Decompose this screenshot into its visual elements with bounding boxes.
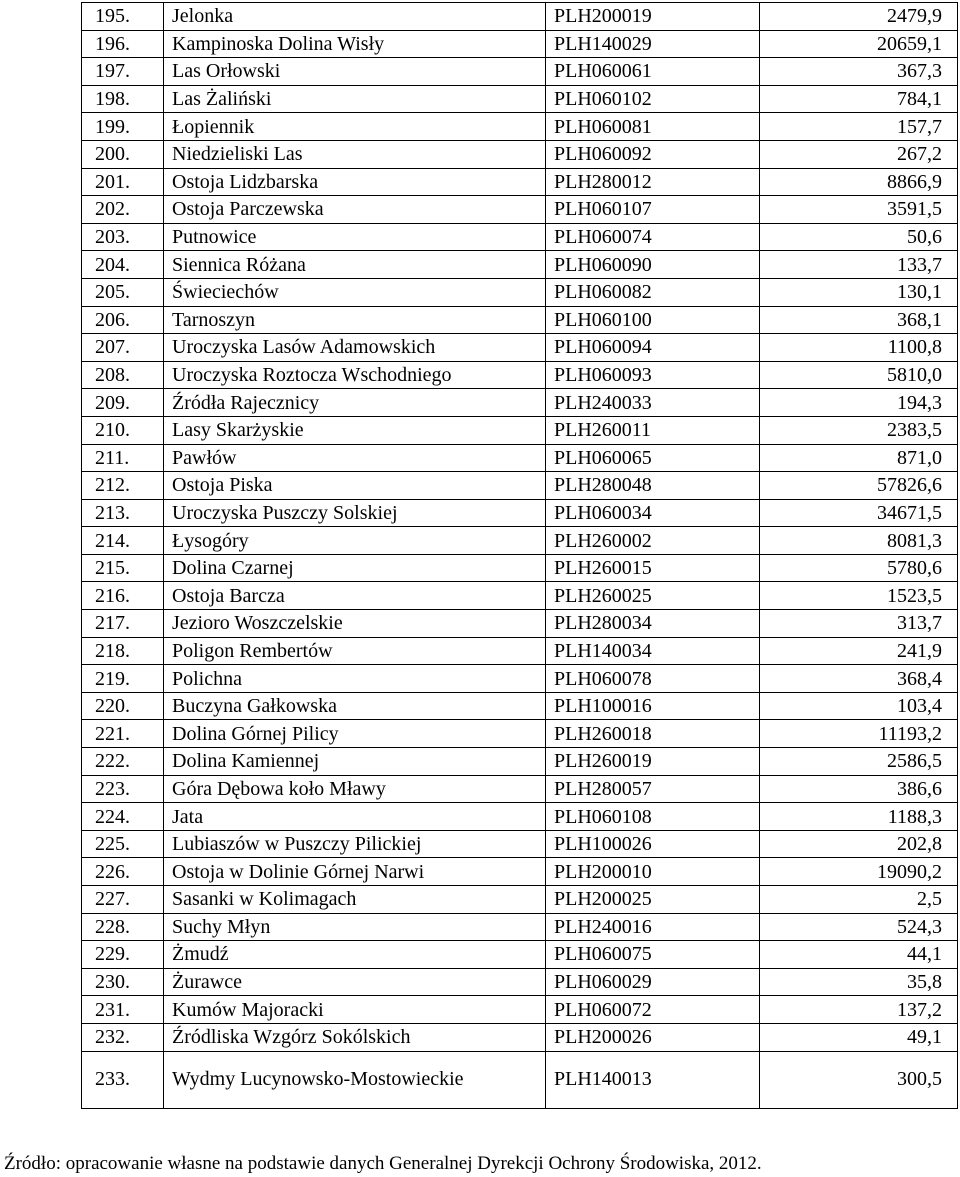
- site-code-cell: PLH060074: [546, 223, 760, 251]
- row-number-cell: 213.: [82, 499, 164, 527]
- site-code-cell: PLH260019: [546, 748, 760, 776]
- row-number-cell: 199.: [82, 113, 164, 141]
- natura-sites-table: [81, 2, 958, 1109]
- site-name-cell: Żmudź: [164, 941, 546, 969]
- table-row: [82, 416, 958, 444]
- site-name-cell: Źródła Rajecznicy: [164, 389, 546, 417]
- site-code-cell: PLH060072: [546, 996, 760, 1024]
- table-row: [82, 527, 958, 555]
- site-name-cell: Jata: [164, 803, 546, 831]
- site-area-cell: 5780,6: [760, 554, 958, 582]
- row-number-cell: 206.: [82, 306, 164, 334]
- site-name-cell: Ostoja w Dolinie Górnej Narwi: [164, 858, 546, 886]
- site-area-cell: 35,8: [760, 968, 958, 996]
- row-number-cell: 229.: [82, 941, 164, 969]
- site-code-cell: PLH260002: [546, 527, 760, 555]
- site-area-cell: 784,1: [760, 85, 958, 113]
- site-area-cell: 202,8: [760, 830, 958, 858]
- site-name-cell: Pawłów: [164, 444, 546, 472]
- site-code-cell: PLH280048: [546, 472, 760, 500]
- row-number-cell: 224.: [82, 803, 164, 831]
- table-row: [82, 3, 958, 31]
- table-row: [82, 1051, 958, 1108]
- table-row: [82, 251, 958, 279]
- table-row: [82, 830, 958, 858]
- site-code-cell: PLH060029: [546, 968, 760, 996]
- table-row: [82, 996, 958, 1024]
- site-code-cell: PLH060100: [546, 306, 760, 334]
- site-name-cell: Dolina Czarnej: [164, 554, 546, 582]
- site-code-cell: PLH060081: [546, 113, 760, 141]
- site-name-cell: Wydmy Lucynowsko-Mostowieckie: [164, 1051, 546, 1108]
- site-code-cell: PLH260011: [546, 416, 760, 444]
- site-code-cell: PLH100026: [546, 830, 760, 858]
- row-number-cell: 201.: [82, 168, 164, 196]
- row-number-cell: 231.: [82, 996, 164, 1024]
- site-code-cell: PLH060075: [546, 941, 760, 969]
- site-area-cell: 137,2: [760, 996, 958, 1024]
- table-row: [82, 58, 958, 86]
- row-number-cell: 218.: [82, 637, 164, 665]
- table-row: [82, 720, 958, 748]
- site-area-cell: 130,1: [760, 278, 958, 306]
- table-row: [82, 803, 958, 831]
- site-name-cell: Tarnoszyn: [164, 306, 546, 334]
- row-number-cell: 209.: [82, 389, 164, 417]
- table-row: [82, 140, 958, 168]
- table-body: [82, 3, 958, 1109]
- table-row: [82, 223, 958, 251]
- row-number-cell: 196.: [82, 30, 164, 58]
- table-row: [82, 278, 958, 306]
- site-area-cell: 524,3: [760, 913, 958, 941]
- row-number-cell: 226.: [82, 858, 164, 886]
- site-code-cell: PLH060107: [546, 196, 760, 224]
- site-area-cell: 20659,1: [760, 30, 958, 58]
- site-area-cell: 871,0: [760, 444, 958, 472]
- row-number-cell: 223.: [82, 775, 164, 803]
- site-code-cell: PLH200025: [546, 886, 760, 914]
- row-number-cell: 230.: [82, 968, 164, 996]
- site-name-cell: Lubiaszów w Puszczy Pilickiej: [164, 830, 546, 858]
- site-code-cell: PLH060034: [546, 499, 760, 527]
- site-name-cell: Jelonka: [164, 3, 546, 31]
- table-row: [82, 472, 958, 500]
- site-area-cell: 44,1: [760, 941, 958, 969]
- row-number-cell: 212.: [82, 472, 164, 500]
- site-name-cell: Góra Dębowa koło Mławy: [164, 775, 546, 803]
- site-name-cell: Niedzieliski Las: [164, 140, 546, 168]
- site-area-cell: 300,5: [760, 1051, 958, 1108]
- site-code-cell: PLH260018: [546, 720, 760, 748]
- site-name-cell: Sasanki w Kolimagach: [164, 886, 546, 914]
- site-name-cell: Ostoja Piska: [164, 472, 546, 500]
- site-code-cell: PLH280012: [546, 168, 760, 196]
- table-row: [82, 554, 958, 582]
- row-number-cell: 202.: [82, 196, 164, 224]
- site-area-cell: 11193,2: [760, 720, 958, 748]
- source-note: Źródło: opracowanie własne na podstawie danych Generalnej Dyrekcji Ochrony Środowiska, 2012.: [4, 1153, 762, 1174]
- site-code-cell: PLH060090: [546, 251, 760, 279]
- table-row: [82, 196, 958, 224]
- table-row: [82, 334, 958, 362]
- row-number-cell: 195.: [82, 3, 164, 31]
- row-number-cell: 203.: [82, 223, 164, 251]
- table-row: [82, 389, 958, 417]
- site-area-cell: 1523,5: [760, 582, 958, 610]
- site-name-cell: Ostoja Parczewska: [164, 196, 546, 224]
- table-row: [82, 306, 958, 334]
- site-code-cell: PLH200026: [546, 1023, 760, 1051]
- site-name-cell: Uroczyska Lasów Adamowskich: [164, 334, 546, 362]
- table-row: [82, 637, 958, 665]
- site-name-cell: Jezioro Woszczelskie: [164, 610, 546, 638]
- site-name-cell: Żurawce: [164, 968, 546, 996]
- site-name-cell: Ostoja Lidzbarska: [164, 168, 546, 196]
- site-area-cell: 103,4: [760, 692, 958, 720]
- table-row: [82, 968, 958, 996]
- site-name-cell: Kampinoska Dolina Wisły: [164, 30, 546, 58]
- table-row: [82, 748, 958, 776]
- table-row: [82, 499, 958, 527]
- site-area-cell: 1100,8: [760, 334, 958, 362]
- site-code-cell: PLH060082: [546, 278, 760, 306]
- site-name-cell: Siennica Różana: [164, 251, 546, 279]
- table-row: [82, 941, 958, 969]
- site-code-cell: PLH240016: [546, 913, 760, 941]
- row-number-cell: 219.: [82, 665, 164, 693]
- row-number-cell: 222.: [82, 748, 164, 776]
- site-area-cell: 386,6: [760, 775, 958, 803]
- site-area-cell: 1188,3: [760, 803, 958, 831]
- site-name-cell: Łopiennik: [164, 113, 546, 141]
- site-area-cell: 368,4: [760, 665, 958, 693]
- site-name-cell: Buczyna Gałkowska: [164, 692, 546, 720]
- site-code-cell: PLH060094: [546, 334, 760, 362]
- site-name-cell: Źródliska Wzgórz Sokólskich: [164, 1023, 546, 1051]
- row-number-cell: 205.: [82, 278, 164, 306]
- site-code-cell: PLH140034: [546, 637, 760, 665]
- site-code-cell: PLH200019: [546, 3, 760, 31]
- table-row: [82, 886, 958, 914]
- site-name-cell: Polichna: [164, 665, 546, 693]
- table-row: [82, 692, 958, 720]
- site-area-cell: 2383,5: [760, 416, 958, 444]
- site-area-cell: 133,7: [760, 251, 958, 279]
- row-number-cell: 204.: [82, 251, 164, 279]
- site-name-cell: Ostoja Barcza: [164, 582, 546, 610]
- site-code-cell: PLH100016: [546, 692, 760, 720]
- site-area-cell: 34671,5: [760, 499, 958, 527]
- site-name-cell: Łysogóry: [164, 527, 546, 555]
- site-code-cell: PLH060065: [546, 444, 760, 472]
- site-name-cell: Dolina Górnej Pilicy: [164, 720, 546, 748]
- site-area-cell: 313,7: [760, 610, 958, 638]
- row-number-cell: 221.: [82, 720, 164, 748]
- site-code-cell: PLH140013: [546, 1051, 760, 1108]
- site-code-cell: PLH060078: [546, 665, 760, 693]
- site-area-cell: 49,1: [760, 1023, 958, 1051]
- table-row: [82, 113, 958, 141]
- row-number-cell: 211.: [82, 444, 164, 472]
- site-area-cell: 3591,5: [760, 196, 958, 224]
- site-area-cell: 2479,9: [760, 3, 958, 31]
- table-row: [82, 168, 958, 196]
- site-name-cell: Suchy Młyn: [164, 913, 546, 941]
- row-number-cell: 217.: [82, 610, 164, 638]
- table-row: [82, 665, 958, 693]
- table-row: [82, 582, 958, 610]
- site-area-cell: 8081,3: [760, 527, 958, 555]
- site-area-cell: 157,7: [760, 113, 958, 141]
- site-name-cell: Świeciechów: [164, 278, 546, 306]
- site-code-cell: PLH140029: [546, 30, 760, 58]
- site-name-cell: Uroczyska Roztocza Wschodniego: [164, 361, 546, 389]
- site-code-cell: PLH060092: [546, 140, 760, 168]
- site-name-cell: Kumów Majoracki: [164, 996, 546, 1024]
- site-name-cell: Las Żaliński: [164, 85, 546, 113]
- row-number-cell: 208.: [82, 361, 164, 389]
- site-area-cell: 194,3: [760, 389, 958, 417]
- row-number-cell: 215.: [82, 554, 164, 582]
- row-number-cell: 197.: [82, 58, 164, 86]
- site-area-cell: 241,9: [760, 637, 958, 665]
- site-area-cell: 57826,6: [760, 472, 958, 500]
- site-area-cell: 368,1: [760, 306, 958, 334]
- site-name-cell: Putnowice: [164, 223, 546, 251]
- site-code-cell: PLH260015: [546, 554, 760, 582]
- site-code-cell: PLH060061: [546, 58, 760, 86]
- row-number-cell: 228.: [82, 913, 164, 941]
- table-row: [82, 30, 958, 58]
- site-code-cell: PLH280057: [546, 775, 760, 803]
- site-name-cell: Uroczyska Puszczy Solskiej: [164, 499, 546, 527]
- site-area-cell: 5810,0: [760, 361, 958, 389]
- site-code-cell: PLH280034: [546, 610, 760, 638]
- site-area-cell: 19090,2: [760, 858, 958, 886]
- table-row: [82, 444, 958, 472]
- site-name-cell: Poligon Rembertów: [164, 637, 546, 665]
- table-row: [82, 1023, 958, 1051]
- site-name-cell: Dolina Kamiennej: [164, 748, 546, 776]
- site-code-cell: PLH060102: [546, 85, 760, 113]
- site-code-cell: PLH240033: [546, 389, 760, 417]
- site-code-cell: PLH060108: [546, 803, 760, 831]
- site-code-cell: PLH060093: [546, 361, 760, 389]
- site-area-cell: 267,2: [760, 140, 958, 168]
- table-row: [82, 858, 958, 886]
- site-area-cell: 367,3: [760, 58, 958, 86]
- row-number-cell: 232.: [82, 1023, 164, 1051]
- row-number-cell: 220.: [82, 692, 164, 720]
- site-area-cell: 2,5: [760, 886, 958, 914]
- row-number-cell: 200.: [82, 140, 164, 168]
- table-row: [82, 361, 958, 389]
- row-number-cell: 214.: [82, 527, 164, 555]
- site-name-cell: Las Orłowski: [164, 58, 546, 86]
- site-area-cell: 2586,5: [760, 748, 958, 776]
- row-number-cell: 216.: [82, 582, 164, 610]
- site-area-cell: 8866,9: [760, 168, 958, 196]
- table-row: [82, 775, 958, 803]
- row-number-cell: 198.: [82, 85, 164, 113]
- site-code-cell: PLH200010: [546, 858, 760, 886]
- table-row: [82, 913, 958, 941]
- table-row: [82, 610, 958, 638]
- site-code-cell: PLH260025: [546, 582, 760, 610]
- table-row: [82, 85, 958, 113]
- site-area-cell: 50,6: [760, 223, 958, 251]
- row-number-cell: 225.: [82, 830, 164, 858]
- row-number-cell: 233.: [82, 1051, 164, 1108]
- row-number-cell: 207.: [82, 334, 164, 362]
- site-name-cell: Lasy Skarżyskie: [164, 416, 546, 444]
- row-number-cell: 227.: [82, 886, 164, 914]
- row-number-cell: 210.: [82, 416, 164, 444]
